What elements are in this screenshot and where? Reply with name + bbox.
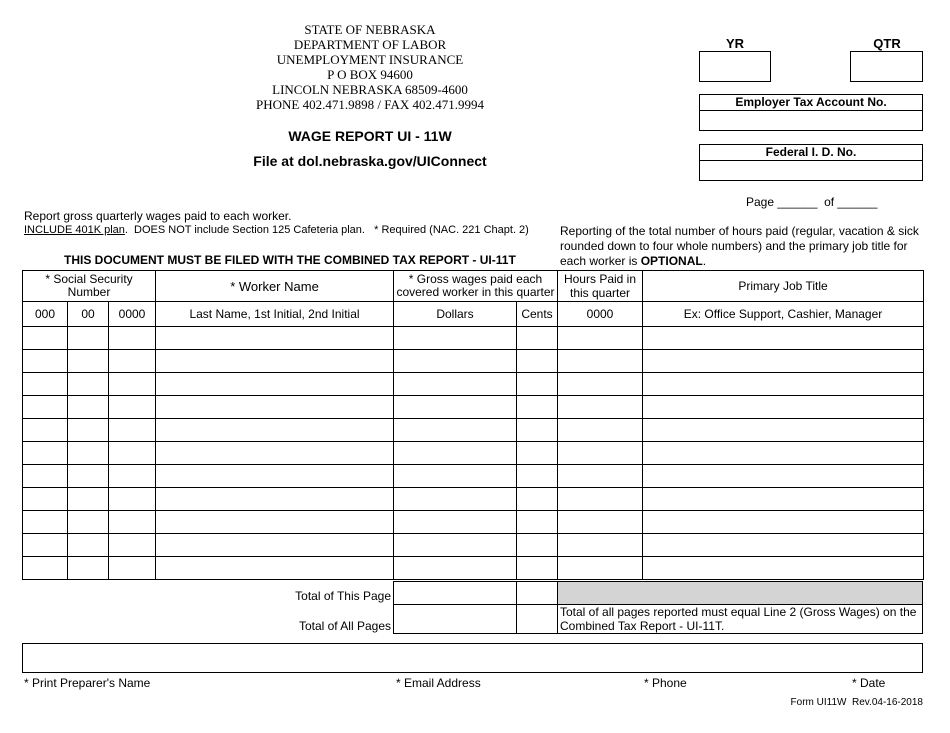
qtr-input[interactable] xyxy=(851,52,922,81)
ssn-part3-cell[interactable] xyxy=(109,350,156,373)
worker-name-cell[interactable] xyxy=(156,327,394,350)
total-page-cents-input[interactable] xyxy=(517,582,557,604)
agency-line: LINCOLN NEBRASKA 68509-4600 xyxy=(272,82,468,97)
hours-cell[interactable] xyxy=(558,511,643,534)
total-page-dollars[interactable] xyxy=(393,581,517,605)
dollars-cell[interactable] xyxy=(394,442,517,465)
ssn-part3-cell[interactable] xyxy=(109,327,156,350)
dollars-cell[interactable] xyxy=(394,373,517,396)
ssn-part3-cell[interactable] xyxy=(109,442,156,465)
ssn-part3-cell[interactable] xyxy=(109,419,156,442)
instruction-line2 xyxy=(24,224,529,236)
yr-label: YR xyxy=(725,36,745,51)
job-title-cell[interactable] xyxy=(643,373,924,396)
hours-cell[interactable] xyxy=(558,465,643,488)
email-label: * Email Address xyxy=(396,676,481,690)
total-all-cents-input[interactable] xyxy=(517,605,557,633)
worker-name-cell[interactable] xyxy=(156,488,394,511)
form-title: WAGE REPORT UI - 11W xyxy=(288,128,452,144)
job-title-cell[interactable] xyxy=(643,465,924,488)
ssn-part3-example: 0000 xyxy=(109,302,156,327)
worker-name-cell[interactable] xyxy=(156,534,394,557)
job-title-header: Primary Job Title xyxy=(643,271,924,302)
dollars-cell[interactable] xyxy=(394,465,517,488)
worker-name-cell[interactable] xyxy=(156,373,394,396)
cents-cell[interactable] xyxy=(517,327,558,350)
include-401k-text: INCLUDE 401K plan xyxy=(24,224,125,236)
ssn-part2-cell[interactable] xyxy=(68,396,109,419)
ssn-part1-cell[interactable] xyxy=(23,557,68,580)
hours-cell[interactable] xyxy=(558,373,643,396)
ssn-part1-cell[interactable] xyxy=(23,488,68,511)
dollars-cell[interactable] xyxy=(394,327,517,350)
cents-cell[interactable] xyxy=(517,373,558,396)
total-all-cents[interactable] xyxy=(516,604,558,634)
qtr-label: QTR xyxy=(873,36,901,51)
job-title-cell[interactable] xyxy=(643,557,924,580)
wage-table xyxy=(22,270,924,580)
total-page-dollars-input[interactable] xyxy=(394,582,516,604)
agency-line: STATE OF NEBRASKA xyxy=(304,22,436,37)
cents-cell[interactable] xyxy=(517,419,558,442)
qtr-input-box[interactable] xyxy=(850,51,923,82)
ssn-part2-cell[interactable] xyxy=(68,419,109,442)
ssn-part1-cell[interactable] xyxy=(23,373,68,396)
table-row xyxy=(23,511,924,534)
dollars-cell[interactable] xyxy=(394,511,517,534)
ssn-part1-cell[interactable] xyxy=(23,396,68,419)
ssn-part1-cell[interactable] xyxy=(23,511,68,534)
cents-label: Cents xyxy=(517,302,558,327)
preparer-info-box[interactable] xyxy=(22,643,923,673)
employer-tax-box xyxy=(699,94,923,131)
cents-cell[interactable] xyxy=(517,557,558,580)
cents-cell[interactable] xyxy=(517,465,558,488)
dollars-cell[interactable] xyxy=(394,350,517,373)
worker-name-example: Last Name, 1st Initial, 2nd Initial xyxy=(156,302,394,327)
must-file-notice: THIS DOCUMENT MUST BE FILED WITH THE COMBINED TAX REPORT - UI-11T xyxy=(64,253,516,267)
ssn-part2-cell[interactable] xyxy=(68,534,109,557)
cents-cell[interactable] xyxy=(517,350,558,373)
optional-bold: OPTIONAL xyxy=(640,254,703,268)
worker-name-cell[interactable] xyxy=(156,511,394,534)
ssn-part1-cell[interactable] xyxy=(23,465,68,488)
ssn-part2-cell[interactable] xyxy=(68,488,109,511)
cents-cell[interactable] xyxy=(517,511,558,534)
hours-cell[interactable] xyxy=(558,557,643,580)
ssn-part1-example: 000 xyxy=(23,302,68,327)
worker-name-cell[interactable] xyxy=(156,465,394,488)
hours-cell[interactable] xyxy=(558,396,643,419)
table-row xyxy=(23,465,924,488)
hours-header: Hours Paid in this quarter xyxy=(558,271,643,302)
total-page-cents[interactable] xyxy=(516,581,558,605)
ssn-part3-cell[interactable] xyxy=(109,557,156,580)
hours-cell[interactable] xyxy=(558,488,643,511)
dollars-cell[interactable] xyxy=(394,534,517,557)
worker-name-cell[interactable] xyxy=(156,557,394,580)
job-title-cell[interactable] xyxy=(643,396,924,419)
page-of-text: Page ______ of ______ xyxy=(746,195,878,209)
agency-line: UNEMPLOYMENT INSURANCE xyxy=(276,52,464,67)
phone-label: * Phone xyxy=(644,676,687,690)
agency-line: PHONE 402.471.9898 / FAX 402.471.9994 xyxy=(256,97,484,112)
total-all-label: Total of All Pages xyxy=(298,619,391,633)
ssn-part2-cell[interactable] xyxy=(68,465,109,488)
hours-example: 0000 xyxy=(558,302,643,327)
gross-wages-header: * Gross wages paid each covered worker in this quarter xyxy=(394,271,558,302)
job-title-cell[interactable] xyxy=(643,350,924,373)
employer-tax-label: Employer Tax Account No. xyxy=(700,95,922,111)
table-row xyxy=(23,442,924,465)
ssn-part2-cell[interactable] xyxy=(68,557,109,580)
yr-input[interactable] xyxy=(700,52,770,81)
table-row xyxy=(23,373,924,396)
header-row xyxy=(23,271,924,302)
ssn-part2-cell[interactable] xyxy=(68,442,109,465)
dollars-label: Dollars xyxy=(394,302,517,327)
example-row xyxy=(23,302,924,327)
ssn-part3-cell[interactable] xyxy=(109,511,156,534)
federal-id-label: Federal I. D. No. xyxy=(700,145,922,161)
worker-name-cell[interactable] xyxy=(156,442,394,465)
preparer-name-label: * Print Preparer's Name xyxy=(24,676,151,690)
instruction-line2-rest: . DOES NOT include Section 125 Cafeteria plan. * Required (NAC. 221 Chapt. 2) xyxy=(124,224,529,236)
ssn-part2-cell[interactable] xyxy=(68,373,109,396)
dollars-cell[interactable] xyxy=(394,557,517,580)
worker-name-header: * Worker Name xyxy=(156,271,394,302)
date-label: * Date xyxy=(852,676,886,690)
federal-id-box xyxy=(699,144,923,181)
agency-header xyxy=(220,22,520,112)
total-all-dollars[interactable] xyxy=(393,604,517,634)
preparer-info-input[interactable] xyxy=(23,644,922,672)
worker-name-cell[interactable] xyxy=(156,419,394,442)
ssn-part1-cell[interactable] xyxy=(23,442,68,465)
hours-cell[interactable] xyxy=(558,350,643,373)
ssn-part3-cell[interactable] xyxy=(109,373,156,396)
worker-name-cell[interactable] xyxy=(156,350,394,373)
ssn-part3-cell[interactable] xyxy=(109,465,156,488)
employer-tax-input[interactable] xyxy=(700,111,922,131)
cents-cell[interactable] xyxy=(517,534,558,557)
job-title-example: Ex: Office Support, Cashier, Manager xyxy=(643,302,924,327)
agency-line: P O BOX 94600 xyxy=(327,67,413,82)
federal-id-input[interactable] xyxy=(700,161,922,181)
ssn-part1-cell[interactable] xyxy=(23,350,68,373)
yr-input-box[interactable] xyxy=(699,51,771,82)
ssn-part3-cell[interactable] xyxy=(109,396,156,419)
total-page-shaded xyxy=(557,581,923,605)
ssn-part1-cell[interactable] xyxy=(23,419,68,442)
job-title-cell[interactable] xyxy=(643,488,924,511)
ssn-part1-cell[interactable] xyxy=(23,534,68,557)
job-title-cell[interactable] xyxy=(643,419,924,442)
total-note-box xyxy=(557,604,923,634)
table-row xyxy=(23,327,924,350)
hours-cell[interactable] xyxy=(558,442,643,465)
table-row xyxy=(23,396,924,419)
cents-cell[interactable] xyxy=(517,442,558,465)
dollars-cell[interactable] xyxy=(394,396,517,419)
ssn-part3-cell[interactable] xyxy=(109,534,156,557)
table-row xyxy=(23,557,924,580)
dollars-cell[interactable] xyxy=(394,419,517,442)
optional-text: Reporting of the total number of hours paid (regular, vacation & sick rounded down to four whole numbers) and the primary job title for each worker is xyxy=(560,224,919,268)
job-title-cell[interactable] xyxy=(643,442,924,465)
total-note-text: Total of all pages reported must equal Line 2 (Gross Wages) on the Combined Tax Report - UI-11T. xyxy=(560,605,917,633)
optional-end: . xyxy=(702,254,707,268)
instruction-line1: Report gross quarterly wages paid to each worker. xyxy=(24,209,292,223)
form-id: Form UI11W Rev.04-16-2018 xyxy=(790,697,923,708)
ssn-header: * Social Security Number xyxy=(23,271,156,302)
table-row xyxy=(23,488,924,511)
job-title-cell[interactable] xyxy=(643,327,924,350)
total-page-label: Total of This Page xyxy=(295,589,391,603)
table-row xyxy=(23,534,924,557)
ssn-part2-example: 00 xyxy=(68,302,109,327)
file-at-text: File at dol.nebraska.gov/UIConnect xyxy=(253,153,487,169)
hours-cell[interactable] xyxy=(558,419,643,442)
optional-notice xyxy=(560,224,925,269)
ssn-part1-cell[interactable] xyxy=(23,327,68,350)
dollars-cell[interactable] xyxy=(394,488,517,511)
job-title-cell[interactable] xyxy=(643,534,924,557)
hours-cell[interactable] xyxy=(558,327,643,350)
job-title-cell[interactable] xyxy=(643,511,924,534)
table-row xyxy=(23,350,924,373)
cents-cell[interactable] xyxy=(517,488,558,511)
hours-cell[interactable] xyxy=(558,534,643,557)
cents-cell[interactable] xyxy=(517,396,558,419)
ssn-part2-cell[interactable] xyxy=(68,350,109,373)
ssn-part3-cell[interactable] xyxy=(109,488,156,511)
worker-name-cell[interactable] xyxy=(156,396,394,419)
total-all-dollars-input[interactable] xyxy=(394,605,516,633)
agency-line: DEPARTMENT OF LABOR xyxy=(293,37,447,52)
ssn-part2-cell[interactable] xyxy=(68,511,109,534)
table-row xyxy=(23,419,924,442)
ssn-part2-cell[interactable] xyxy=(68,327,109,350)
